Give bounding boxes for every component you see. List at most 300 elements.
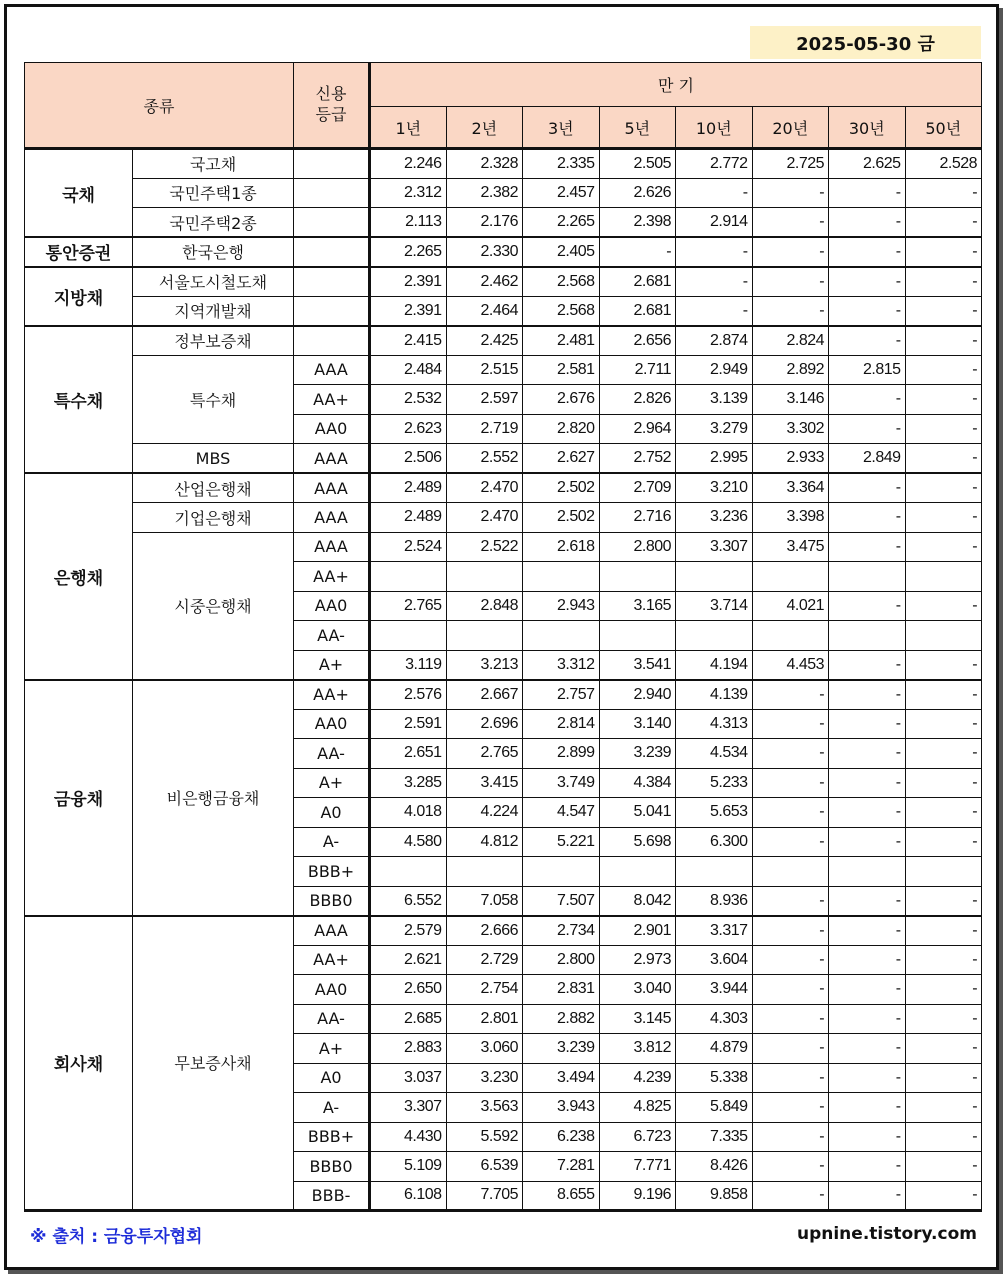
credit-grade: AA+ bbox=[294, 680, 370, 710]
yield-value: 2.711 bbox=[599, 355, 676, 385]
yield-value: 3.312 bbox=[523, 650, 600, 680]
yield-value: - bbox=[752, 680, 829, 710]
yield-value: - bbox=[905, 1152, 982, 1182]
yield-value: 3.364 bbox=[752, 473, 829, 503]
credit-grade bbox=[294, 149, 370, 179]
yield-value bbox=[599, 562, 676, 592]
yield-value: 2.899 bbox=[523, 739, 600, 769]
yield-value bbox=[829, 857, 906, 887]
date-label: 2025-05-30 금 bbox=[750, 26, 981, 59]
bond-subtype: 국고채 bbox=[133, 149, 294, 179]
yield-value: 3.145 bbox=[599, 1004, 676, 1034]
yield-value bbox=[829, 562, 906, 592]
yield-value: 2.552 bbox=[446, 444, 523, 474]
yield-value: 5.698 bbox=[599, 827, 676, 857]
credit-grade: AA0 bbox=[294, 414, 370, 444]
yield-value: 2.754 bbox=[446, 975, 523, 1005]
bond-subtype: 지역개발채 bbox=[133, 296, 294, 326]
bond-subtype: 정부보증채 bbox=[133, 326, 294, 356]
bond-subtype: 국민주택1종 bbox=[133, 178, 294, 208]
yield-value: 2.505 bbox=[599, 149, 676, 179]
yield-value bbox=[676, 562, 753, 592]
yield-value: - bbox=[676, 237, 753, 267]
yield-value: 2.484 bbox=[370, 355, 447, 385]
header-type: 종류 bbox=[25, 63, 294, 149]
yield-value: 6.300 bbox=[676, 827, 753, 857]
yield-value: 2.667 bbox=[446, 680, 523, 710]
yield-value: 4.812 bbox=[446, 827, 523, 857]
yield-value: - bbox=[752, 768, 829, 798]
yield-value: - bbox=[752, 1034, 829, 1064]
yield-value: - bbox=[905, 827, 982, 857]
credit-grade bbox=[294, 208, 370, 238]
yield-value: - bbox=[829, 680, 906, 710]
yield-value: 4.313 bbox=[676, 709, 753, 739]
yield-value bbox=[446, 857, 523, 887]
yield-value: - bbox=[905, 916, 982, 946]
yield-value: 2.650 bbox=[370, 975, 447, 1005]
yield-value: 2.481 bbox=[523, 326, 600, 356]
yield-value: 2.113 bbox=[370, 208, 447, 238]
yield-value: 2.597 bbox=[446, 385, 523, 415]
credit-grade bbox=[294, 237, 370, 267]
yield-value: 3.398 bbox=[752, 503, 829, 533]
yield-value bbox=[752, 562, 829, 592]
yield-value: 2.815 bbox=[829, 355, 906, 385]
site-name: upnine.tistory.com bbox=[796, 1224, 977, 1244]
yield-value: 3.140 bbox=[599, 709, 676, 739]
yield-value: 2.729 bbox=[446, 945, 523, 975]
yield-value: - bbox=[829, 1181, 906, 1211]
bond-subtype: 비은행금융채 bbox=[133, 680, 294, 916]
credit-grade: AA0 bbox=[294, 709, 370, 739]
yield-value: 2.391 bbox=[370, 267, 447, 297]
yield-value: - bbox=[829, 650, 906, 680]
yield-value: 2.772 bbox=[676, 149, 753, 179]
table-row bbox=[25, 178, 982, 208]
yield-value: 2.892 bbox=[752, 355, 829, 385]
yield-value: 4.021 bbox=[752, 591, 829, 621]
yield-value: 5.338 bbox=[676, 1063, 753, 1093]
yield-value: - bbox=[905, 473, 982, 503]
yield-value: 2.489 bbox=[370, 503, 447, 533]
yield-value: 7.771 bbox=[599, 1152, 676, 1182]
yield-value: - bbox=[905, 1063, 982, 1093]
yield-value: - bbox=[905, 886, 982, 916]
credit-grade: BBB0 bbox=[294, 1152, 370, 1182]
yield-value: - bbox=[905, 503, 982, 533]
bond-group: 특수채 bbox=[25, 326, 133, 474]
yield-value: - bbox=[905, 1004, 982, 1034]
yield-value bbox=[599, 857, 676, 887]
credit-grade: AA- bbox=[294, 739, 370, 769]
yield-value: 2.623 bbox=[370, 414, 447, 444]
yield-value: - bbox=[752, 739, 829, 769]
yield-value: 4.018 bbox=[370, 798, 447, 828]
yield-value: 2.246 bbox=[370, 149, 447, 179]
yield-value: - bbox=[752, 1063, 829, 1093]
yield-value: - bbox=[905, 267, 982, 297]
yield-value: 3.812 bbox=[599, 1034, 676, 1064]
yield-value: 2.502 bbox=[523, 503, 600, 533]
yield-value: - bbox=[905, 709, 982, 739]
yield-value: - bbox=[829, 709, 906, 739]
yield-value: - bbox=[905, 591, 982, 621]
yield-value: - bbox=[752, 1122, 829, 1152]
yield-value: 2.470 bbox=[446, 473, 523, 503]
yield-value: 3.307 bbox=[370, 1093, 447, 1123]
yield-value: 4.303 bbox=[676, 1004, 753, 1034]
bond-group: 통안증권 bbox=[25, 237, 133, 267]
header-term: 10년 bbox=[676, 107, 753, 149]
yield-value: 2.405 bbox=[523, 237, 600, 267]
yield-value: 2.176 bbox=[446, 208, 523, 238]
yield-value: 2.576 bbox=[370, 680, 447, 710]
yield-value: 2.933 bbox=[752, 444, 829, 474]
credit-grade: A0 bbox=[294, 798, 370, 828]
yield-value: 3.236 bbox=[676, 503, 753, 533]
yield-value: - bbox=[676, 267, 753, 297]
yield-value bbox=[599, 621, 676, 651]
yield-value: - bbox=[829, 267, 906, 297]
yield-value: - bbox=[752, 267, 829, 297]
yield-value: 3.239 bbox=[523, 1034, 600, 1064]
yield-value: 3.210 bbox=[676, 473, 753, 503]
yield-value: 7.335 bbox=[676, 1122, 753, 1152]
yield-value: - bbox=[752, 208, 829, 238]
yield-value: 2.685 bbox=[370, 1004, 447, 1034]
yield-value: - bbox=[752, 1004, 829, 1034]
yield-value: 2.849 bbox=[829, 444, 906, 474]
credit-grade: A- bbox=[294, 1093, 370, 1123]
bond-group: 국채 bbox=[25, 149, 133, 238]
yield-value: 4.534 bbox=[676, 739, 753, 769]
yield-value: 5.233 bbox=[676, 768, 753, 798]
yield-value: - bbox=[829, 1063, 906, 1093]
credit-grade: AAA bbox=[294, 532, 370, 562]
yield-value: 5.109 bbox=[370, 1152, 447, 1182]
credit-grade: BBB- bbox=[294, 1181, 370, 1211]
credit-grade: A+ bbox=[294, 1034, 370, 1064]
yield-value: 2.995 bbox=[676, 444, 753, 474]
bond-subtype: 서울도시철도채 bbox=[133, 267, 294, 297]
yield-value: 2.757 bbox=[523, 680, 600, 710]
yield-value: 2.801 bbox=[446, 1004, 523, 1034]
credit-grade bbox=[294, 326, 370, 356]
yield-value: - bbox=[829, 768, 906, 798]
yield-value: 2.312 bbox=[370, 178, 447, 208]
yield-value: - bbox=[829, 1122, 906, 1152]
yield-value: - bbox=[829, 208, 906, 238]
yield-value: 2.882 bbox=[523, 1004, 600, 1034]
yield-value: 2.814 bbox=[523, 709, 600, 739]
yield-value: 2.568 bbox=[523, 267, 600, 297]
yield-value: - bbox=[829, 532, 906, 562]
credit-grade bbox=[294, 296, 370, 326]
yield-value: 3.494 bbox=[523, 1063, 600, 1093]
bond-subtype: 시중은행채 bbox=[133, 532, 294, 680]
credit-grade bbox=[294, 267, 370, 297]
yield-value: - bbox=[752, 709, 829, 739]
yield-value: - bbox=[905, 444, 982, 474]
yield-value: 2.581 bbox=[523, 355, 600, 385]
credit-grade: AAA bbox=[294, 503, 370, 533]
yield-value: - bbox=[829, 1093, 906, 1123]
source-note: ※ 출처 : 금융투자협회 bbox=[30, 1227, 203, 1247]
yield-value: 4.194 bbox=[676, 650, 753, 680]
credit-grade: BBB+ bbox=[294, 857, 370, 887]
yield-value: 2.528 bbox=[905, 149, 982, 179]
yield-value: 2.883 bbox=[370, 1034, 447, 1064]
yield-value: - bbox=[829, 945, 906, 975]
header-term: 1년 bbox=[370, 107, 447, 149]
yield-value: 7.281 bbox=[523, 1152, 600, 1182]
yield-value: - bbox=[752, 975, 829, 1005]
yield-value: - bbox=[905, 739, 982, 769]
yield-value: 2.800 bbox=[523, 945, 600, 975]
yield-value bbox=[523, 857, 600, 887]
yield-value: - bbox=[905, 208, 982, 238]
header-term: 3년 bbox=[523, 107, 600, 149]
yield-value: 3.285 bbox=[370, 768, 447, 798]
yield-value: 2.489 bbox=[370, 473, 447, 503]
yield-value: 4.453 bbox=[752, 650, 829, 680]
yield-value: - bbox=[829, 798, 906, 828]
yield-value: - bbox=[829, 385, 906, 415]
credit-grade: A+ bbox=[294, 768, 370, 798]
header-term: 5년 bbox=[599, 107, 676, 149]
yield-value bbox=[370, 562, 447, 592]
table-row bbox=[25, 296, 982, 326]
yield-value: 4.547 bbox=[523, 798, 600, 828]
credit-grade: AA+ bbox=[294, 562, 370, 592]
yield-value: 3.165 bbox=[599, 591, 676, 621]
yield-value: - bbox=[905, 768, 982, 798]
yield-value: 8.042 bbox=[599, 886, 676, 916]
yield-value: 2.265 bbox=[523, 208, 600, 238]
yield-value: 3.302 bbox=[752, 414, 829, 444]
yield-value: 4.139 bbox=[676, 680, 753, 710]
yield-value: 5.221 bbox=[523, 827, 600, 857]
yield-value: 3.279 bbox=[676, 414, 753, 444]
yield-value: 3.239 bbox=[599, 739, 676, 769]
yield-value: - bbox=[752, 945, 829, 975]
yield-value: - bbox=[752, 798, 829, 828]
yield-value: - bbox=[829, 886, 906, 916]
yield-value: - bbox=[905, 975, 982, 1005]
yield-value: 3.037 bbox=[370, 1063, 447, 1093]
yield-value: 2.874 bbox=[676, 326, 753, 356]
yield-value: 2.681 bbox=[599, 296, 676, 326]
yield-value: 8.936 bbox=[676, 886, 753, 916]
yield-value: 2.848 bbox=[446, 591, 523, 621]
yield-value: 3.475 bbox=[752, 532, 829, 562]
table-row bbox=[25, 503, 982, 533]
yield-value: 2.752 bbox=[599, 444, 676, 474]
yield-value: 3.415 bbox=[446, 768, 523, 798]
credit-grade: BBB+ bbox=[294, 1122, 370, 1152]
yield-value bbox=[905, 562, 982, 592]
yield-value: 2.973 bbox=[599, 945, 676, 975]
yield-value: 2.820 bbox=[523, 414, 600, 444]
yield-value: 2.532 bbox=[370, 385, 447, 415]
yield-value: 7.058 bbox=[446, 886, 523, 916]
yield-value: 2.335 bbox=[523, 149, 600, 179]
yield-value: 3.146 bbox=[752, 385, 829, 415]
yield-value: - bbox=[829, 326, 906, 356]
bond-subtype: 기업은행채 bbox=[133, 503, 294, 533]
yield-value bbox=[752, 857, 829, 887]
bond-yield-table bbox=[24, 62, 982, 1212]
yield-value: 3.317 bbox=[676, 916, 753, 946]
yield-value: 2.626 bbox=[599, 178, 676, 208]
yield-value: 2.627 bbox=[523, 444, 600, 474]
yield-value: 4.580 bbox=[370, 827, 447, 857]
credit-grade bbox=[294, 178, 370, 208]
yield-value: 2.568 bbox=[523, 296, 600, 326]
yield-value: 2.462 bbox=[446, 267, 523, 297]
yield-value: 3.749 bbox=[523, 768, 600, 798]
yield-value: 2.591 bbox=[370, 709, 447, 739]
yield-value: - bbox=[752, 827, 829, 857]
yield-value: - bbox=[905, 326, 982, 356]
yield-value: 3.563 bbox=[446, 1093, 523, 1123]
yield-value: - bbox=[905, 355, 982, 385]
yield-value: 5.041 bbox=[599, 798, 676, 828]
yield-value: 2.676 bbox=[523, 385, 600, 415]
yield-value: 2.398 bbox=[599, 208, 676, 238]
yield-value: 2.831 bbox=[523, 975, 600, 1005]
table-row bbox=[25, 267, 982, 297]
bond-subtype: 특수채 bbox=[133, 355, 294, 444]
table-row bbox=[25, 532, 982, 562]
yield-value: 5.653 bbox=[676, 798, 753, 828]
yield-value: 2.666 bbox=[446, 916, 523, 946]
yield-value: 9.858 bbox=[676, 1181, 753, 1211]
yield-value: 2.382 bbox=[446, 178, 523, 208]
credit-grade: BBB0 bbox=[294, 886, 370, 916]
yield-value: - bbox=[752, 178, 829, 208]
yield-value: - bbox=[905, 680, 982, 710]
yield-value bbox=[523, 621, 600, 651]
yield-value: 2.681 bbox=[599, 267, 676, 297]
yield-value: 3.213 bbox=[446, 650, 523, 680]
header-term: 2년 bbox=[446, 107, 523, 149]
yield-value: - bbox=[905, 414, 982, 444]
yield-value bbox=[370, 857, 447, 887]
yield-value: 4.879 bbox=[676, 1034, 753, 1064]
table-row bbox=[25, 149, 982, 179]
yield-value: 2.940 bbox=[599, 680, 676, 710]
yield-value: - bbox=[905, 1122, 982, 1152]
yield-value: 4.384 bbox=[599, 768, 676, 798]
yield-value bbox=[676, 621, 753, 651]
yield-value: 2.719 bbox=[446, 414, 523, 444]
yield-value: 2.800 bbox=[599, 532, 676, 562]
yield-value: 3.119 bbox=[370, 650, 447, 680]
yield-value: - bbox=[829, 414, 906, 444]
credit-grade: A0 bbox=[294, 1063, 370, 1093]
credit-grade: A- bbox=[294, 827, 370, 857]
yield-value: 2.765 bbox=[370, 591, 447, 621]
yield-value: 8.426 bbox=[676, 1152, 753, 1182]
yield-value: 2.964 bbox=[599, 414, 676, 444]
yield-value: 7.705 bbox=[446, 1181, 523, 1211]
table-row bbox=[25, 473, 982, 503]
header-term: 50년 bbox=[905, 107, 982, 149]
header-credit: 신용 등급 bbox=[294, 63, 370, 149]
credit-grade: AAA bbox=[294, 444, 370, 474]
yield-value: - bbox=[905, 178, 982, 208]
yield-value: 2.716 bbox=[599, 503, 676, 533]
yield-value: 2.265 bbox=[370, 237, 447, 267]
yield-value: 2.464 bbox=[446, 296, 523, 326]
yield-value: - bbox=[905, 296, 982, 326]
yield-value: 2.330 bbox=[446, 237, 523, 267]
yield-value: 3.541 bbox=[599, 650, 676, 680]
yield-value: - bbox=[829, 739, 906, 769]
yield-value bbox=[829, 621, 906, 651]
table-row bbox=[25, 680, 982, 710]
yield-value: 4.239 bbox=[599, 1063, 676, 1093]
yield-value bbox=[523, 562, 600, 592]
yield-value: 2.734 bbox=[523, 916, 600, 946]
yield-value bbox=[752, 621, 829, 651]
yield-value: - bbox=[905, 385, 982, 415]
yield-value: 9.196 bbox=[599, 1181, 676, 1211]
yield-value: 3.040 bbox=[599, 975, 676, 1005]
bond-group: 회사채 bbox=[25, 916, 133, 1211]
yield-value: 2.656 bbox=[599, 326, 676, 356]
bond-group: 은행채 bbox=[25, 473, 133, 680]
yield-value: 3.230 bbox=[446, 1063, 523, 1093]
yield-value: - bbox=[905, 1181, 982, 1211]
yield-value: 2.457 bbox=[523, 178, 600, 208]
yield-value: - bbox=[905, 1034, 982, 1064]
yield-value: 2.949 bbox=[676, 355, 753, 385]
credit-grade: AA+ bbox=[294, 945, 370, 975]
yield-value: - bbox=[905, 945, 982, 975]
yield-value: 2.914 bbox=[676, 208, 753, 238]
yield-value: 6.723 bbox=[599, 1122, 676, 1152]
yield-value: - bbox=[599, 237, 676, 267]
yield-value: - bbox=[676, 296, 753, 326]
yield-value: 2.470 bbox=[446, 503, 523, 533]
yield-value bbox=[905, 621, 982, 651]
yield-value: 3.943 bbox=[523, 1093, 600, 1123]
bond-subtype: 한국은행 bbox=[133, 237, 294, 267]
yield-value: - bbox=[752, 1093, 829, 1123]
credit-grade: AA- bbox=[294, 1004, 370, 1034]
yield-value bbox=[905, 857, 982, 887]
yield-value: 2.506 bbox=[370, 444, 447, 474]
yield-value bbox=[370, 621, 447, 651]
credit-grade: AA0 bbox=[294, 975, 370, 1005]
bond-group: 금융채 bbox=[25, 680, 133, 916]
yield-value: 2.824 bbox=[752, 326, 829, 356]
yield-value: - bbox=[752, 1181, 829, 1211]
yield-value: - bbox=[829, 975, 906, 1005]
yield-value: 2.502 bbox=[523, 473, 600, 503]
table-row bbox=[25, 444, 982, 474]
yield-value: 2.621 bbox=[370, 945, 447, 975]
yield-value: - bbox=[905, 798, 982, 828]
credit-grade: AA- bbox=[294, 621, 370, 651]
yield-value: 4.825 bbox=[599, 1093, 676, 1123]
yield-value: 3.604 bbox=[676, 945, 753, 975]
bond-subtype: 국민주택2종 bbox=[133, 208, 294, 238]
yield-value: - bbox=[752, 1152, 829, 1182]
